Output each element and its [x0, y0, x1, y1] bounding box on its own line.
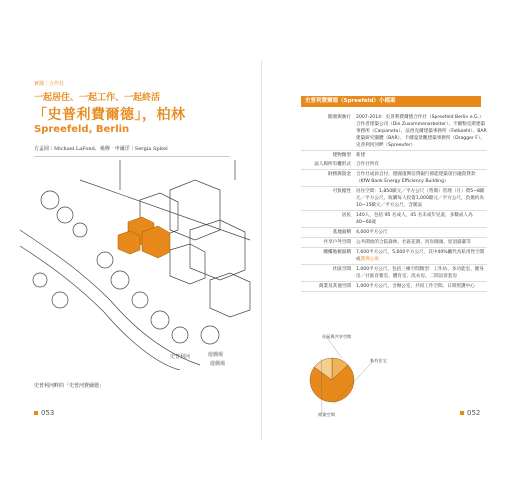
factsheet-key: 法人與所有權形式 [301, 160, 356, 170]
space-allocation-pie-chart [304, 320, 404, 420]
sketch-label-playground: 遊戲場 [210, 361, 226, 367]
factsheet-key: 社區空間 [301, 265, 356, 282]
factsheet-value-text: 4,000平方公尺 [356, 230, 388, 235]
factsheet-value [356, 170, 487, 187]
chapter-title: 「史普利費爾德」，柏林 [33, 107, 186, 123]
site-sketch-illustration [20, 160, 252, 370]
factsheet-row [301, 113, 487, 151]
page-number-text: 053 [41, 409, 55, 417]
factsheet-value-highlight: 選擇公寓 [360, 257, 379, 262]
factsheet-value [356, 187, 487, 211]
factsheet-value [356, 151, 487, 161]
factsheet-row [301, 238, 487, 248]
factsheet-row [301, 170, 487, 187]
pie-slice-label: 私有住宅 [370, 358, 387, 363]
factsheet-value [356, 113, 487, 151]
factsheet-row [301, 187, 487, 211]
factsheet-value [356, 248, 487, 265]
factsheet-key: 居民 [301, 211, 356, 228]
chapter-subtitle: 一起居住、一起工作、一起終活 [34, 93, 161, 103]
page-number-left [34, 409, 54, 417]
factsheet-row [301, 211, 487, 228]
factsheet-row [301, 151, 487, 161]
factsheet-value-text: 1,000平方公尺，含辦公室、共同工作空間、日間照護中心 [356, 284, 475, 289]
factsheet-value-text: 合作社成員自付、德國復興信貸銀行節能建築項目融資貸款（KfW Bank Energy Efficiency Building） [356, 172, 476, 184]
factsheet-key: 建物類型 [332, 153, 351, 158]
page-number-right [460, 409, 480, 417]
factsheet-header: 史普利費爾德（Spreefeld）小檔案 [301, 96, 481, 107]
pie-leader-line [326, 336, 342, 358]
factsheet-value [356, 160, 487, 170]
authors-line: 方孟岡｜Michael LaFond、桑穆‧申爾洋｜Sergia Spitel [34, 146, 168, 152]
factsheet-value-text: 7,600平方公尺，5,600平方公尺，其中40%屬代為私用性空間或 [356, 250, 485, 262]
factsheet-value-text: 居住空間：1,850歐元／平方公尺（售價）管理（月）費5~8歐元／平方公尺、收購每人投資1,000歐元／平方公尺，負擔約為 10~15歐元／平方公尺，含暖氣 [356, 189, 485, 208]
factsheet-key: 總樓地板面積 [301, 248, 356, 265]
figure-caption: 史普利河畔的「史普河費爾德」 [34, 383, 105, 389]
factsheet-key: 共享戶外空間 [301, 238, 356, 248]
factsheet-value [356, 228, 487, 238]
divider [34, 156, 230, 157]
factsheet-value-text: 1,000平方公尺，包括三棟空間類型：工作坊、多功能室、健身房／社區育嬰室、體育室、洗衣房、二間訪客套房 [356, 267, 484, 279]
factsheet-key: 財務與資金 [301, 170, 356, 187]
factsheet-key: 商業及其他空間 [301, 282, 356, 292]
page-marker-icon [460, 411, 464, 415]
sketch-label-river: 史普利河 [170, 354, 191, 360]
factsheet-value [356, 282, 487, 292]
factsheet-value-text: 合作社所有 [356, 162, 379, 167]
factsheet-key: 可負擔性 [301, 187, 356, 211]
factsheet-table [301, 113, 487, 292]
factsheet-value-text: 公共開放的合院森林、社區花園、河岸碼頭、屋頂露臺等 [356, 240, 471, 245]
factsheet-row [301, 160, 487, 170]
pie-slice-label: 商業空間 [318, 412, 335, 417]
factsheet-value-text: 新建 [356, 153, 366, 158]
page-marker-icon [34, 411, 38, 415]
factsheet-row [301, 248, 487, 265]
factsheet-key: 開發與執行 [301, 113, 356, 151]
sketch-label-playground-2: 遊戲場 [208, 352, 224, 358]
factsheet-value [356, 265, 487, 282]
factsheet-row [301, 282, 487, 292]
factsheet-value-text: 140人，包括 95 名成人，45 名未成年兒童，多數成人為40~60歲 [356, 213, 473, 225]
page-number-text: 052 [467, 409, 481, 417]
pie-slice-label: 社區與共享空間 [322, 334, 352, 339]
factsheet-key: 基地面積 [301, 228, 356, 238]
factsheet-value [356, 211, 487, 228]
section-tag: 實踐｜合作社 [34, 81, 65, 87]
factsheet-value [356, 238, 487, 248]
factsheet-row [301, 228, 487, 238]
chapter-title-en: Spreefeld, Berlin [34, 124, 130, 135]
factsheet-value-text: 2007-2014：史普利費爾德合作社（Spreefeld Berlin e.G.）合作者建築公司（Die Zusammenarbeiter）、卡爾勒克斯建築事務所（Carpaneto）、法西克爾建築事務所（Fatkoehl）、BAR建築研究團體（BAR）、卡爾曼景觀建築事務所（Dragger F）、史普利河河畔（Spreeufer） [356, 115, 487, 148]
factsheet-row [301, 265, 487, 282]
